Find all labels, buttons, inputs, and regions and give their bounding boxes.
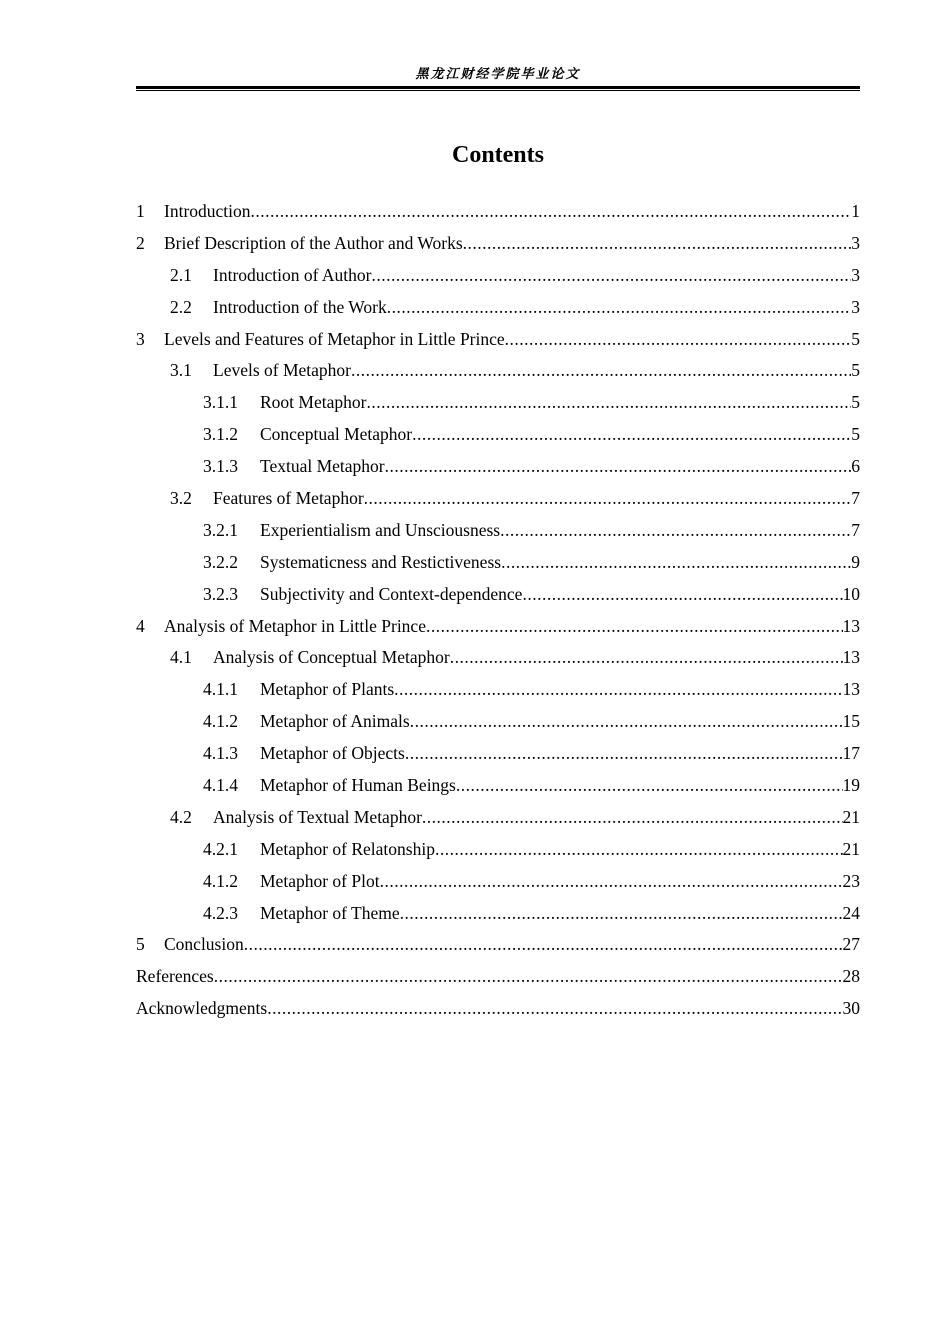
toc-entry-page-number: 3 [851, 296, 860, 317]
toc-entry-title: Acknowledgments [136, 998, 268, 1019]
toc-entry[interactable] [136, 993, 860, 1025]
toc-dot-leader [410, 706, 843, 738]
toc-entry-title: Conceptual Metaphor [260, 424, 413, 445]
toc-dot-leader [371, 260, 851, 292]
toc-entry-page-number: 10 [842, 583, 860, 604]
toc-entry[interactable] [136, 642, 860, 674]
toc-entry-title: Metaphor of Plot [260, 870, 380, 891]
toc-entry-title: Conclusion [164, 934, 244, 955]
toc-entry[interactable] [136, 196, 860, 228]
toc-dot-leader [426, 611, 843, 643]
toc-entry-page-number: 27 [842, 934, 860, 955]
toc-entry-title: Levels of Metaphor [213, 360, 352, 381]
toc-dot-leader [366, 387, 851, 419]
toc-dot-leader [385, 451, 852, 483]
toc-entry-title: Systematicness and Restictiveness [260, 551, 502, 572]
toc-dot-leader [351, 355, 851, 387]
toc-entry[interactable] [136, 611, 860, 643]
toc-entry-page-number: 7 [851, 488, 860, 509]
toc-dot-leader [522, 579, 842, 611]
toc-entry[interactable] [136, 706, 860, 738]
toc-dot-leader [412, 419, 851, 451]
toc-entry-number: 4.2.3 [203, 902, 238, 923]
toc-dot-leader [450, 642, 843, 674]
toc-entry[interactable] [136, 738, 860, 770]
toc-entry[interactable] [136, 834, 860, 866]
toc-entry-page-number: 19 [842, 775, 860, 796]
toc-entry-number: 4.2.1 [203, 838, 238, 859]
header-rule [136, 86, 860, 89]
toc-entry-number: 3.1.2 [203, 424, 238, 445]
toc-entry-page-number: 1 [851, 201, 860, 221]
toc-entry-number: 4.1.3 [203, 743, 238, 764]
toc-entry-page-number: 9 [851, 551, 860, 572]
toc-entry-title: Metaphor of Theme [260, 902, 400, 923]
toc-entry-page-number: 3 [851, 232, 860, 253]
toc-entry-page-number: 28 [842, 966, 860, 987]
toc-entry-page-number: 24 [842, 902, 860, 923]
toc-entry[interactable] [136, 515, 860, 547]
toc-entry-number: 4.1.4 [203, 775, 238, 796]
toc-entry[interactable] [136, 674, 860, 706]
toc-entry[interactable] [136, 961, 860, 993]
toc-dot-leader [422, 802, 843, 834]
toc-entry-title: Root Metaphor [260, 392, 367, 413]
toc-entry-page-number: 13 [842, 679, 860, 700]
toc-entry-page-number: 23 [842, 870, 860, 891]
toc-entry[interactable] [136, 292, 860, 324]
toc-dot-leader [244, 929, 843, 961]
toc-entry[interactable] [136, 579, 860, 611]
toc-entry-title: Analysis of Metaphor in Little Prince [164, 615, 426, 636]
toc-entry[interactable] [136, 547, 860, 579]
toc-dot-leader [380, 866, 843, 898]
toc-dot-leader [500, 515, 851, 547]
toc-entry[interactable] [136, 387, 860, 419]
toc-dot-leader [463, 228, 852, 260]
page-title: Contents [451, 142, 544, 168]
toc-entry-number: 5 [136, 934, 145, 955]
toc-entry[interactable] [136, 929, 860, 961]
toc-entry-title: Subjectivity and Context-dependence [260, 583, 523, 604]
toc-entry-page-number: 13 [842, 615, 860, 636]
toc-entry[interactable] [136, 419, 860, 451]
toc-entry-title: Metaphor of Human Beings [260, 775, 456, 796]
toc-dot-leader [501, 547, 851, 579]
toc-entry-number: 2.1 [170, 264, 192, 285]
toc-entry-title: Analysis of Conceptual Metaphor [213, 647, 450, 668]
toc-entry-title: References [136, 966, 214, 987]
toc-entry-number: 3 [136, 328, 145, 349]
toc-entry-number: 4.1.2 [203, 711, 238, 732]
toc-dot-leader [456, 770, 843, 802]
header-rule-thin [136, 90, 860, 91]
toc-entry[interactable] [136, 451, 860, 483]
toc-entry-page-number: 5 [851, 392, 860, 413]
toc-entry-title: Brief Description of the Author and Works [164, 232, 463, 253]
toc-entry-page-number: 21 [842, 838, 860, 859]
toc-dot-leader [394, 674, 842, 706]
page-header: 黑龙江财经学院毕业论文 [415, 67, 581, 82]
toc-entry-number: 4.2 [170, 806, 192, 827]
toc-entry-title: Metaphor of Animals [260, 711, 410, 732]
toc-entry-page-number: 15 [842, 711, 860, 732]
table-of-contents [136, 196, 860, 1025]
toc-entry[interactable] [136, 770, 860, 802]
toc-entry[interactable] [136, 483, 860, 515]
toc-entry-title: Introduction [164, 201, 251, 221]
toc-entry-title: Metaphor of Relatonship [260, 838, 435, 859]
toc-entry-number: 3.2.2 [203, 551, 238, 572]
toc-entry-page-number: 3 [851, 264, 860, 285]
toc-dot-leader [435, 834, 843, 866]
toc-entry-page-number: 17 [842, 743, 860, 764]
toc-entry-page-number: 21 [842, 806, 860, 827]
toc-entry-title: Metaphor of Objects [260, 743, 405, 764]
toc-dot-leader [505, 324, 852, 356]
toc-entry-number: 3.2.3 [203, 583, 238, 604]
toc-entry-number: 4.1.2 [203, 870, 238, 891]
toc-entry-number: 2.2 [170, 296, 192, 317]
toc-entry-title: Levels and Features of Metaphor in Little Prince [164, 328, 505, 349]
toc-entry[interactable] [136, 228, 860, 260]
toc-entry-number: 4 [136, 615, 145, 636]
toc-entry[interactable] [136, 355, 860, 387]
toc-entry-number: 3.1.3 [203, 456, 238, 477]
toc-entry-page-number: 5 [851, 360, 860, 381]
toc-dot-leader [405, 738, 843, 770]
toc-entry-title: Introduction of the Work [213, 296, 387, 317]
toc-entry-title: Experientialism and Unsciousness [260, 519, 501, 540]
toc-entry-title: Features of Metaphor [213, 488, 364, 509]
toc-entry[interactable] [136, 324, 860, 356]
toc-entry-page-number: 13 [842, 647, 860, 668]
toc-entry-title: Introduction of Author [213, 264, 372, 285]
toc-entry-number: 2 [136, 232, 145, 253]
toc-entry[interactable] [136, 866, 860, 898]
toc-entry-title: Analysis of Textual Metaphor [213, 806, 422, 827]
toc-dot-leader [400, 898, 843, 930]
toc-dot-leader [387, 292, 852, 324]
toc-entry-number: 4.1.1 [203, 679, 238, 700]
toc-entry-number: 3.2.1 [203, 519, 238, 540]
toc-entry-page-number: 7 [851, 519, 860, 540]
toc-entry-number: 4.1 [170, 647, 192, 668]
toc-entry-number: 1 [136, 201, 145, 221]
toc-entry-page-number: 5 [851, 328, 860, 349]
toc-dot-leader [267, 993, 842, 1025]
toc-entry-title: Textual Metaphor [260, 456, 385, 477]
toc-dot-leader [251, 196, 852, 228]
toc-dot-leader [214, 961, 843, 993]
toc-entry[interactable] [136, 802, 860, 834]
toc-entry-title: Metaphor of Plants [260, 679, 395, 700]
toc-entry-number: 3.1 [170, 360, 192, 381]
toc-entry[interactable] [136, 898, 860, 930]
toc-entry-page-number: 6 [851, 456, 860, 477]
toc-entry-number: 3.1.1 [203, 392, 238, 413]
toc-entry-page-number: 5 [851, 424, 860, 445]
toc-dot-leader [364, 483, 852, 515]
toc-entry-number: 3.2 [170, 488, 192, 509]
toc-entry[interactable] [136, 260, 860, 292]
toc-entry-page-number: 30 [842, 998, 860, 1019]
